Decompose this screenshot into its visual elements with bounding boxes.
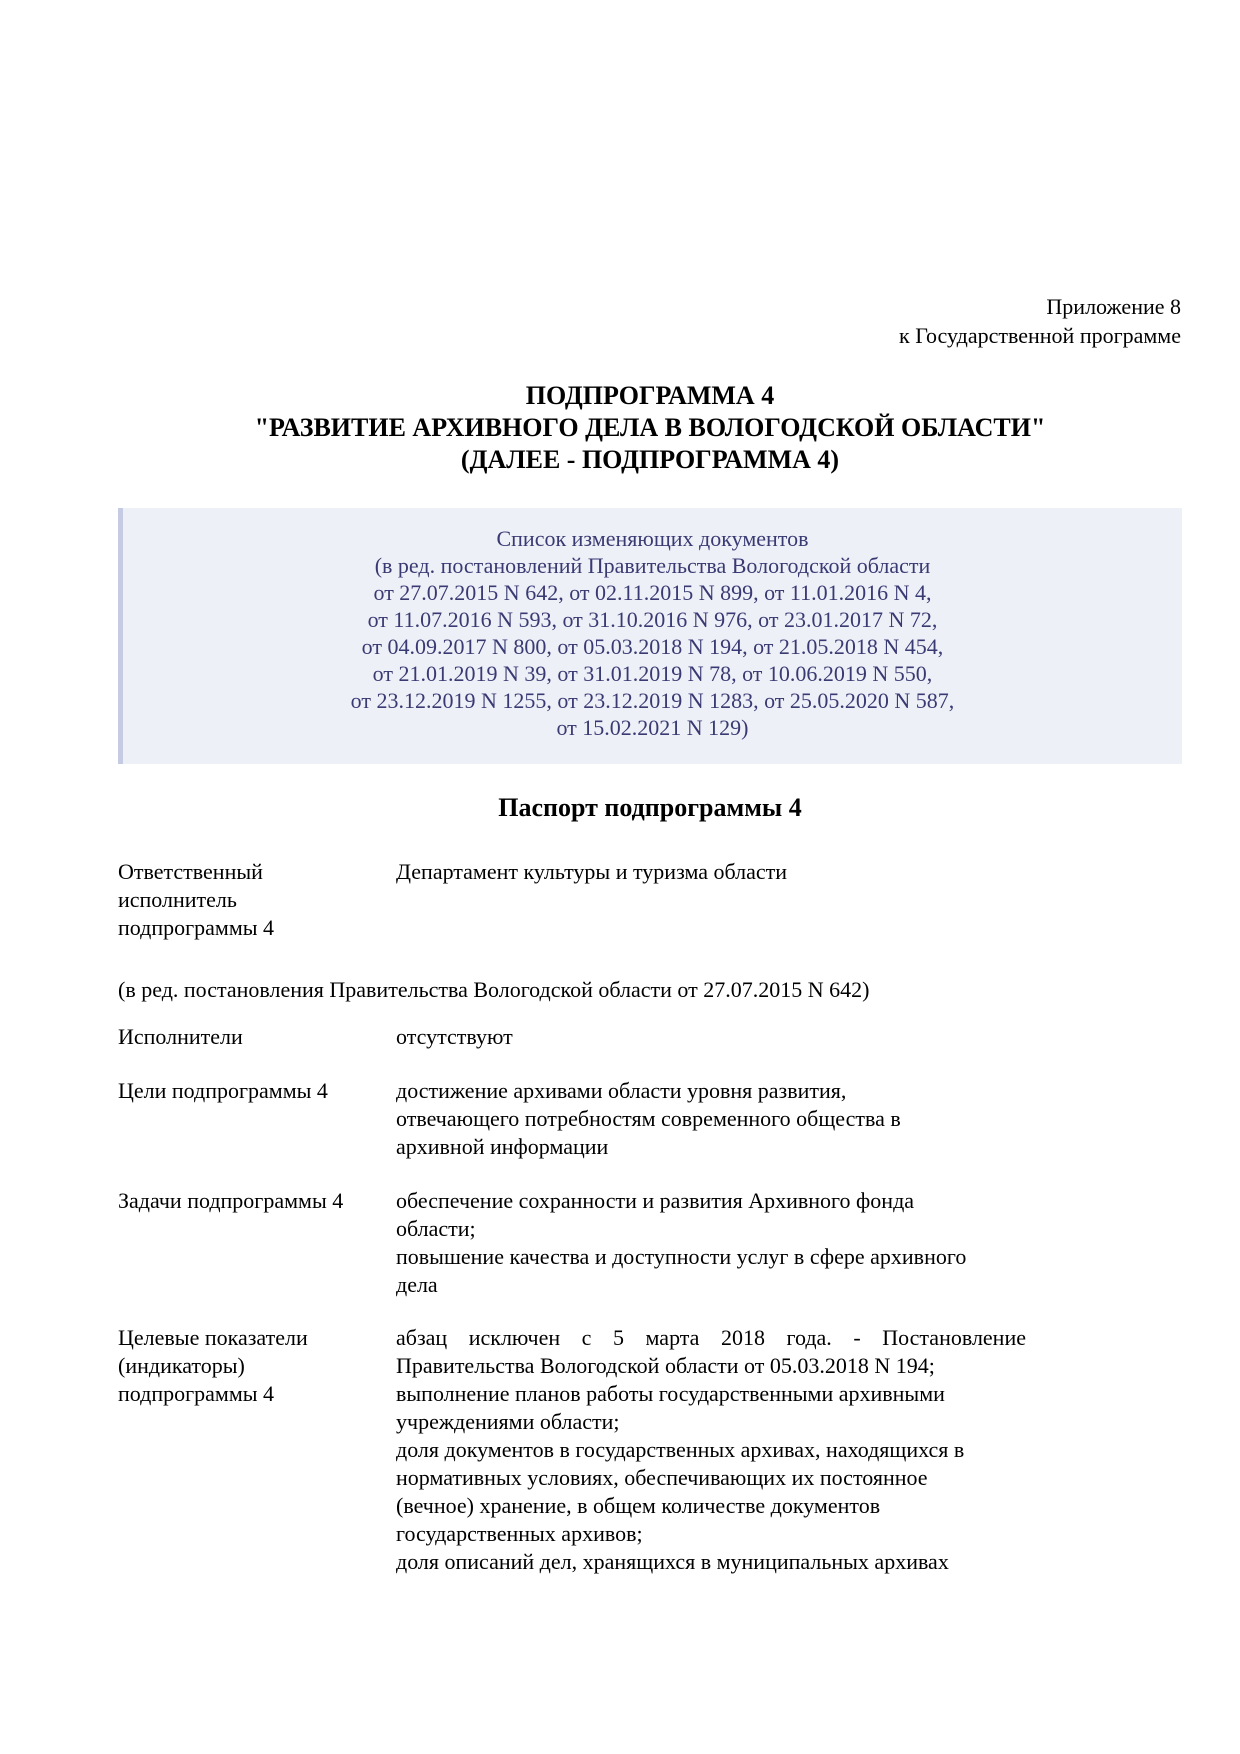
row-label: [118, 858, 388, 942]
label-line: Исполнители: [118, 1024, 243, 1049]
amendment-note: (в ред. постановления Правительства Вологодской области от 27.07.2015 N 642): [118, 977, 870, 1002]
appendix-line: Приложение 8: [1046, 294, 1181, 319]
value-line: отвечающего потребностям современного общества в: [396, 1106, 901, 1131]
value-line: отсутствуют: [396, 1024, 513, 1049]
value-line: дела: [396, 1272, 438, 1297]
value-line: доля описаний дел, хранящихся в муниципальных архивах: [396, 1549, 949, 1574]
value-line: государственных архивов;: [396, 1521, 643, 1546]
value-line: нормативных условиях, обеспечивающих их постоянное: [396, 1465, 928, 1490]
amendment-line: от 21.01.2019 N 39, от 31.01.2019 N 78, от 10.06.2019 N 550,: [372, 661, 933, 686]
amendment-line: Список изменяющих документов: [496, 526, 809, 551]
amendment-line: (в ред. постановлений Правительства Вологодской области: [374, 553, 931, 578]
row-value: [396, 1023, 1048, 1051]
label-line: Ответственный: [118, 859, 263, 884]
row-label: [118, 1324, 388, 1408]
value-line: обеспечение сохранности и развития Архивного фонда: [396, 1188, 915, 1213]
amendments-box: [118, 508, 1182, 764]
value-line: повышение качества и доступности услуг в сфере архивного: [396, 1244, 967, 1269]
label-line: подпрограммы 4: [118, 1381, 275, 1406]
label-line: подпрограммы 4: [118, 915, 275, 940]
title-line: "РАЗВИТИЕ АРХИВНОГО ДЕЛА В ВОЛОГОДСКОЙ ОБЛАСТИ": [254, 413, 1046, 442]
value-line: абзац исключен с 5 марта 2018 года. - Постановление: [396, 1325, 1026, 1350]
appendix-header: [899, 292, 1181, 350]
page-title: [118, 380, 1182, 476]
row-label: [118, 1077, 388, 1105]
value-line: достижение архивами области уровня развития,: [396, 1078, 847, 1103]
value-line: доля документов в государственных архивах, находящихся в: [396, 1437, 965, 1462]
value-line: области;: [396, 1216, 476, 1241]
label-line: Задачи подпрограммы 4: [118, 1188, 344, 1213]
value-line: (вечное) хранение, в общем количестве документов: [396, 1493, 881, 1518]
row-label: [118, 1187, 388, 1215]
label-line: Целевые показатели: [118, 1325, 308, 1350]
row-value: [396, 1077, 1048, 1161]
amendment-line: от 15.02.2021 N 129): [556, 715, 749, 740]
value-line: Правительства Вологодской области от 05.03.2018 N 194;: [396, 1353, 935, 1378]
value-line: Департамент культуры и туризма области: [396, 859, 788, 884]
label-line: Цели подпрограммы 4: [118, 1078, 328, 1103]
appendix-line: к Государственной программе: [899, 323, 1181, 348]
title-line: (ДАЛЕЕ - ПОДПРОГРАММА 4): [460, 445, 840, 474]
row-value: [396, 1187, 1048, 1299]
row-label: [118, 1023, 388, 1051]
amendment-line: от 27.07.2015 N 642, от 02.11.2015 N 899, от 11.01.2016 N 4,: [373, 580, 932, 605]
amendment-line: от 04.09.2017 N 800, от 05.03.2018 N 194, от 21.05.2018 N 454,: [361, 634, 944, 659]
row-value: [396, 1324, 1026, 1576]
row-value: [396, 858, 1048, 886]
value-line: учреждениями области;: [396, 1409, 620, 1434]
label-line: исполнитель: [118, 887, 237, 912]
value-line: выполнение планов работы государственными архивными: [396, 1381, 945, 1406]
label-line: (индикаторы): [118, 1353, 245, 1378]
passport-title: Паспорт подпрограммы 4: [498, 793, 802, 822]
amendment-line: от 23.12.2019 N 1255, от 23.12.2019 N 1283, от 25.05.2020 N 587,: [350, 688, 955, 713]
amendment-line: от 11.07.2016 N 593, от 31.10.2016 N 976, от 23.01.2017 N 72,: [367, 607, 938, 632]
value-line: архивной информации: [396, 1134, 609, 1159]
title-line: ПОДПРОГРАММА 4: [525, 381, 775, 410]
